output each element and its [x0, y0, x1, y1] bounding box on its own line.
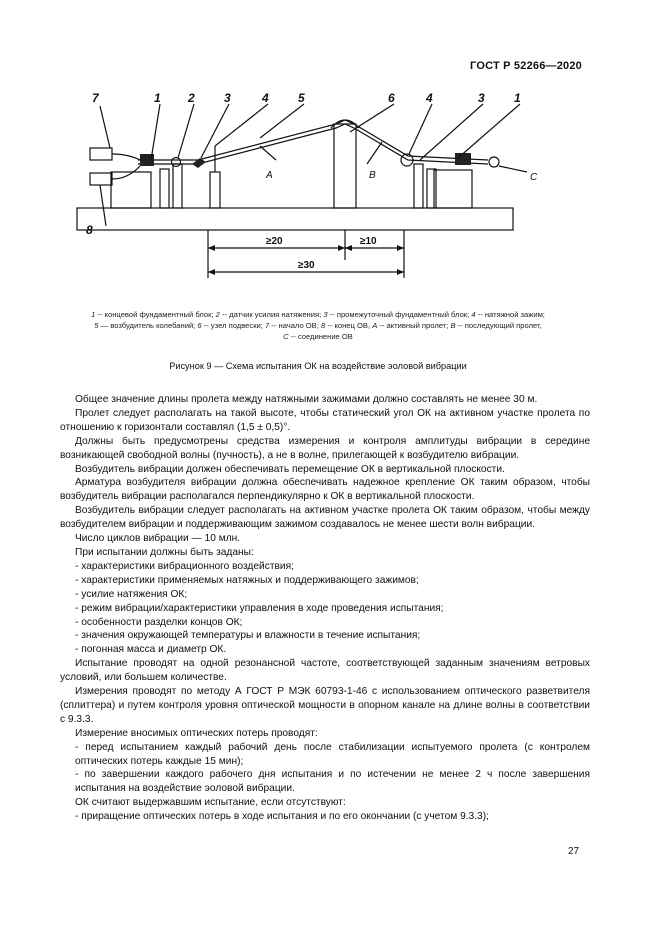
figure-legend: 1 -- концевой фундаментный блок; 2 -- датчик усилия натяжения; 3 -- промежуточный фундаментный блок; 4 -- натяжной зажим; 5 — возбудитель колебаний; 6 -- узел подвески; 7 -- начало ОВ; 8 -- конец ОВ, A -- активный пролет; B -- последующий пролет, C -- соединение ОВ	[91, 310, 545, 341]
paragraph: Испытание проводят на одной резонансной частоте, соответствующей заданным значениям ветровых условий, или большем количестве.	[60, 658, 590, 684]
end-foundation-block-left	[111, 172, 151, 208]
dim-30: ≥30	[298, 260, 315, 271]
dim-20: ≥20	[266, 236, 283, 247]
paragraph: Должны быть предусмотрены средства измерения и контроля амплитуды вибрации в середине возникающей свободной волны (пучность), а не в волне, прилегающей к возбудителю вибрации.	[60, 435, 590, 461]
callout-6: 6	[388, 91, 395, 105]
test-scheme-figure	[48, 88, 588, 300]
document-body	[60, 393, 590, 824]
document-header: ГОСТ Р 52266—2020	[470, 60, 582, 72]
end-foundation-block-right	[434, 170, 472, 208]
list-item: - характеристики применяемых натяжных и поддерживающего зажимов;	[75, 574, 419, 586]
callout-4-right: 4	[426, 91, 433, 105]
optical-cable	[138, 120, 488, 160]
test-scheme-diagram	[48, 88, 588, 300]
list-item: - характеристики вибрационного воздействия;	[75, 560, 294, 572]
fiber-start	[90, 148, 112, 160]
paragraph: ОК считают выдержавшим испытание, если отсутствуют:	[75, 797, 346, 809]
list-item: - по завершении каждого рабочего дня испытания и по истечении не менее 2 ч после завершения испытания на воздействие эоловой вибрации.	[75, 769, 590, 795]
callout-8: 8	[86, 223, 93, 237]
callout-3-left: 3	[224, 91, 231, 105]
list-item: - особенности разделки концов ОК;	[75, 616, 243, 628]
vibration-exciter	[210, 172, 220, 208]
paragraph: Возбудитель вибрации следует располагать на активном участке пролета ОК таким образом, чтобы между возбудителем вибрации и поддерживающим зажимом создавалось не менее шести волн вибрации.	[60, 505, 590, 531]
callout-7: 7	[92, 91, 99, 105]
tension-sensor	[172, 158, 181, 167]
list-item: - усилие натяжения ОК;	[75, 588, 188, 600]
callout-1-right: 1	[514, 91, 521, 105]
list-item: - значения окружающей температуры и влажности в течение испытания;	[75, 630, 421, 642]
callout-4-left: 4	[262, 91, 269, 105]
list-item: - перед испытанием каждый рабочий день после стабилизации испытуемого пролета (с контролем оптических потерь каждые 15 мин);	[75, 741, 590, 767]
label-active-span: A	[266, 170, 273, 181]
page-number: 27	[568, 846, 580, 857]
paragraph: Число циклов вибрации — 10 млн.	[75, 533, 241, 545]
suspension-tower	[334, 124, 356, 208]
paragraph: Возбудитель вибрации должен обеспечивать перемещение ОК в вертикальной плоскости.	[75, 463, 505, 475]
callout-3-right: 3	[478, 91, 485, 105]
paragraph: При испытании должны быть заданы:	[75, 546, 254, 558]
list-item: - режим вибрации/характеристики управления в ходе проведения испытания;	[75, 602, 444, 614]
list-item: - приращение оптических потерь в ходе испытания и по его окончании (с учетом 9.3.3);	[75, 811, 489, 823]
paragraph: Измерения проводят по методу А ГОСТ Р МЭК 60793-1-46 с использованием оптического разветвителя (сплиттера) и путем контроля уровня оптической мощности в опорном канале на длине волны в соответствии с 9.3.3.	[60, 686, 590, 725]
paragraph: Арматура возбудителя вибрации должна обеспечивать надежное крепление ОК таким образом, чтобы возбудитель вибрации располагался перпендикулярно к ОК в вертикальной плоскости.	[60, 477, 590, 503]
paragraph: Измерение вносимых оптических потерь проводят:	[75, 727, 318, 739]
callout-2: 2	[188, 91, 195, 105]
label-next-span: B	[369, 170, 376, 181]
fiber-end	[90, 173, 112, 185]
paragraph: Пролет следует располагать на такой высоте, чтобы статический угол ОК на активном участке пролета по отношению к горизонтали составлял (1,5 ± 0,5)°.	[60, 407, 590, 433]
figure-caption: Рисунок 9 — Схема испытания ОК на воздействие эоловой вибрации	[169, 361, 467, 371]
foundation-base	[77, 208, 513, 230]
dim-10: ≥10	[360, 236, 377, 247]
label-fiber-joint: C	[530, 172, 538, 183]
list-item: - погонная масса и диаметр ОК.	[75, 644, 227, 656]
callout-1-left: 1	[154, 91, 161, 105]
fiber-joint	[489, 157, 499, 167]
paragraph: Общее значение длины пролета между натяжными зажимами должно составлять не менее 30 м.	[75, 394, 538, 405]
callout-5: 5	[298, 91, 305, 105]
